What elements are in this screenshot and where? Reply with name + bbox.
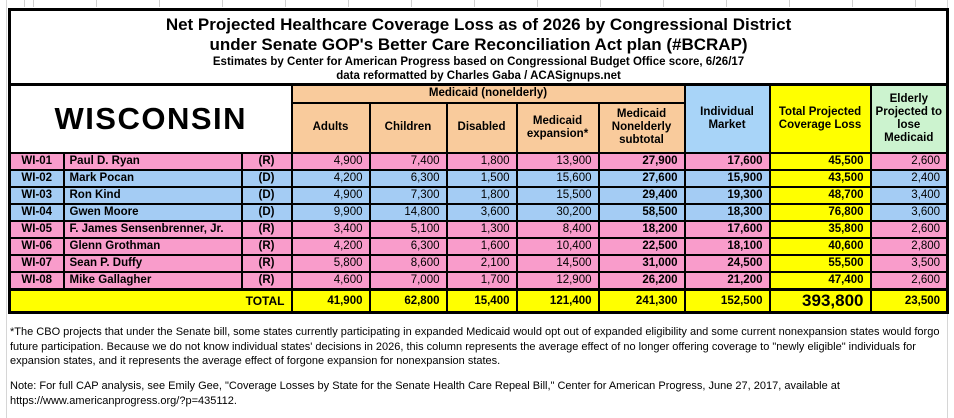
header-group-row	[10, 85, 948, 103]
individual-market-cell: 19,300	[685, 187, 770, 204]
subtotal-cell: 22,500	[599, 238, 685, 255]
subtotal-cell: 29,400	[599, 187, 685, 204]
party-cell: (R)	[242, 272, 292, 290]
disabled-cell: 1,300	[447, 221, 517, 238]
coverage-loss-table	[8, 8, 949, 314]
district-cell: WI-01	[10, 153, 64, 170]
children-cell: 7,000	[370, 272, 447, 290]
disabled-cell: 2,100	[447, 255, 517, 272]
elderly-cell: 3,600	[871, 204, 948, 221]
adults-cell: 4,900	[292, 187, 370, 204]
expansion-cell: 10,400	[517, 238, 599, 255]
representative-cell: Gwen Moore	[64, 204, 242, 221]
table-row	[10, 255, 948, 272]
subtotal-cell: 31,000	[599, 255, 685, 272]
table-row	[10, 204, 948, 221]
district-cell: WI-07	[10, 255, 64, 272]
adults-cell: 4,600	[292, 272, 370, 290]
representative-cell: Sean P. Duffy	[64, 255, 242, 272]
expansion-footnote: *The CBO projects that under the Senate bill, some states currently participating in expanded Medicaid would opt out of expanded eligibility and some current nonexpansion states would forgo future participation. Because we do not know individual states' decisions in 2026, this column represents the average effect of no longer offering coverage to "newly eligible" individuals for expansion states, and it represents the average effect of forgone expansion for nonexpansion states.	[10, 326, 940, 367]
total-row	[10, 289, 948, 312]
expansion-cell: 15,600	[517, 170, 599, 187]
district-cell: WI-06	[10, 238, 64, 255]
state-name: WISCONSIN	[10, 85, 292, 153]
elderly-cell: 2,600	[871, 221, 948, 238]
header-medicaid-subtotal: Medicaid Nonelderly subtotal	[599, 103, 685, 153]
total-elderly: 23,500	[871, 289, 948, 312]
adults-cell: 3,400	[292, 221, 370, 238]
elderly-cell: 2,800	[871, 238, 948, 255]
title-line-2: under Senate GOP's Better Care Reconciliation Act plan (#BCRAP)	[209, 34, 748, 54]
header-medicaid-expansion: Medicaid expansion*	[517, 103, 599, 153]
party-cell: (R)	[242, 238, 292, 255]
elderly-cell: 3,500	[871, 255, 948, 272]
individual-market-cell: 18,300	[685, 204, 770, 221]
individual-market-cell: 17,600	[685, 153, 770, 170]
individual-market-cell: 24,500	[685, 255, 770, 272]
children-cell: 7,300	[370, 187, 447, 204]
district-cell: WI-08	[10, 272, 64, 290]
title-line-1: Net Projected Healthcare Coverage Loss as of 2026 by Congressional District	[165, 14, 792, 34]
representative-cell: Paul D. Ryan	[64, 153, 242, 170]
children-cell: 5,100	[370, 221, 447, 238]
individual-market-cell: 21,200	[685, 272, 770, 290]
representative-cell: Glenn Grothman	[64, 238, 242, 255]
total-disabled: 15,400	[447, 289, 517, 312]
subtotal-cell: 27,600	[599, 170, 685, 187]
header-disabled: Disabled	[447, 103, 517, 153]
total-label: TOTAL	[10, 289, 292, 312]
representative-cell: Ron Kind	[64, 187, 242, 204]
district-cell: WI-04	[10, 204, 64, 221]
table-row	[10, 153, 948, 170]
children-cell: 6,300	[370, 170, 447, 187]
table-row	[10, 238, 948, 255]
total-loss-cell: 55,500	[770, 255, 871, 272]
spreadsheet-gridlines-top	[0, 0, 954, 7]
representative-cell: Mike Gallagher	[64, 272, 242, 290]
disabled-cell: 1,700	[447, 272, 517, 290]
title-row	[10, 10, 948, 85]
adults-cell: 5,800	[292, 255, 370, 272]
header-total-coverage-loss: Total Projected Coverage Loss	[770, 85, 871, 153]
elderly-cell: 2,400	[871, 170, 948, 187]
adults-cell: 4,900	[292, 153, 370, 170]
elderly-cell: 2,600	[871, 153, 948, 170]
total-subtotal: 241,300	[599, 289, 685, 312]
header-adults: Adults	[292, 103, 370, 153]
source-note: Note: For full CAP analysis, see Emily Gee, "Coverage Losses by State for the Senate Health Care Repeal Bill," Center for American Progress, June 27, 2017, available at https://www.americanprogress.org/?p=435112.	[10, 380, 840, 407]
disabled-cell: 1,800	[447, 153, 517, 170]
disabled-cell: 1,600	[447, 238, 517, 255]
representative-cell: Mark Pocan	[64, 170, 242, 187]
header-medicaid-group: Medicaid (nonelderly)	[292, 85, 685, 103]
adults-cell: 4,200	[292, 238, 370, 255]
district-cell: WI-03	[10, 187, 64, 204]
expansion-cell: 14,500	[517, 255, 599, 272]
individual-market-cell: 15,900	[685, 170, 770, 187]
children-cell: 8,600	[370, 255, 447, 272]
disabled-cell: 1,500	[447, 170, 517, 187]
party-cell: (R)	[242, 255, 292, 272]
party-cell: (D)	[242, 170, 292, 187]
children-cell: 6,300	[370, 238, 447, 255]
disabled-cell: 3,600	[447, 204, 517, 221]
header-individual-market: Individual Market	[685, 85, 770, 153]
expansion-cell: 12,900	[517, 272, 599, 290]
party-cell: (D)	[242, 187, 292, 204]
total-loss-cell: 76,800	[770, 204, 871, 221]
expansion-cell: 30,200	[517, 204, 599, 221]
title-block	[10, 10, 948, 85]
total-individual: 152,500	[685, 289, 770, 312]
subtitle-line-2: data reformatted by Charles Gaba / ACASignups.net	[336, 69, 621, 82]
elderly-cell: 3,400	[871, 187, 948, 204]
total-expansion: 121,400	[517, 289, 599, 312]
table-row	[10, 221, 948, 238]
district-cell: WI-05	[10, 221, 64, 238]
district-cell: WI-02	[10, 170, 64, 187]
total-loss-cell: 47,400	[770, 272, 871, 290]
total-loss-cell: 35,800	[770, 221, 871, 238]
table-row	[10, 170, 948, 187]
total-adults: 41,900	[292, 289, 370, 312]
party-cell: (R)	[242, 153, 292, 170]
adults-cell: 4,200	[292, 170, 370, 187]
spreadsheet-gridline-left	[6, 0, 7, 418]
subtotal-cell: 18,200	[599, 221, 685, 238]
elderly-cell: 2,600	[871, 272, 948, 290]
party-cell: (D)	[242, 204, 292, 221]
expansion-cell: 15,500	[517, 187, 599, 204]
total-children: 62,800	[370, 289, 447, 312]
subtitle-line-1: Estimates by Center for American Progress based on Congressional Budget Office score, 6/26/17	[212, 55, 745, 68]
party-cell: (R)	[242, 221, 292, 238]
individual-market-cell: 18,100	[685, 238, 770, 255]
disabled-cell: 1,800	[447, 187, 517, 204]
total-loss-cell: 40,600	[770, 238, 871, 255]
grand-total: 393,800	[770, 289, 871, 312]
subtotal-cell: 26,200	[599, 272, 685, 290]
total-loss-cell: 48,700	[770, 187, 871, 204]
expansion-cell: 13,900	[517, 153, 599, 170]
individual-market-cell: 17,600	[685, 221, 770, 238]
subtotal-cell: 27,900	[599, 153, 685, 170]
table-row	[10, 272, 948, 290]
header-children: Children	[370, 103, 447, 153]
header-elderly: Elderly Projected to lose Medicaid	[871, 85, 948, 153]
expansion-cell: 8,400	[517, 221, 599, 238]
representative-cell: F. James Sensenbrenner, Jr.	[64, 221, 242, 238]
subtotal-cell: 58,500	[599, 204, 685, 221]
children-cell: 14,800	[370, 204, 447, 221]
table-row	[10, 187, 948, 204]
children-cell: 7,400	[370, 153, 447, 170]
total-loss-cell: 45,500	[770, 153, 871, 170]
total-loss-cell: 43,500	[770, 170, 871, 187]
adults-cell: 9,900	[292, 204, 370, 221]
